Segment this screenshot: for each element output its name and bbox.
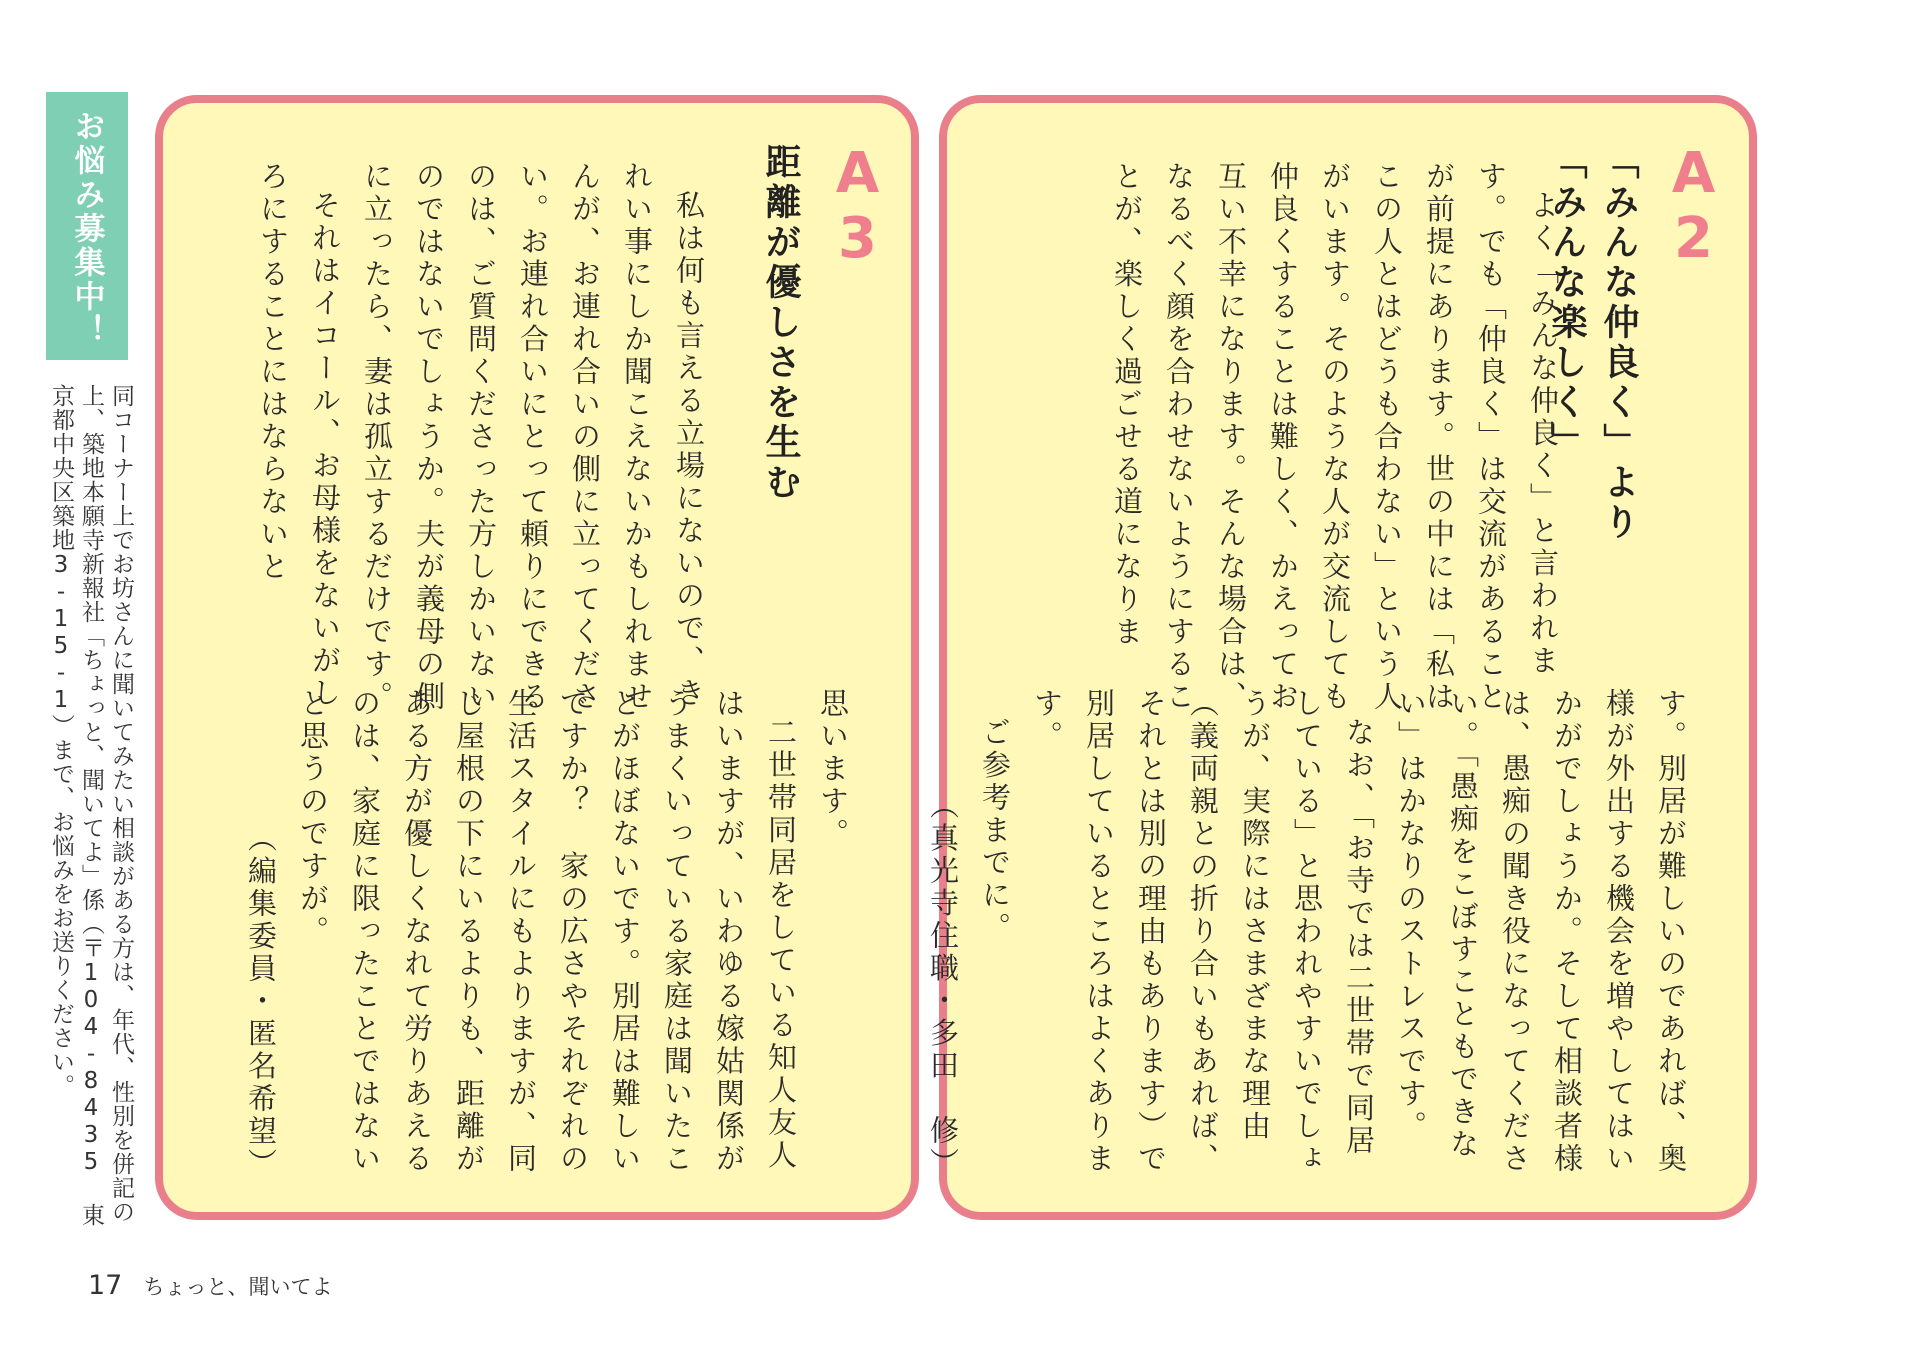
title-line: 「みんな楽しく」 [1546,143,1588,463]
signature: （編集委員・匿名希望） [244,822,278,1180]
signature: （真光寺住職・多田 修） [926,790,960,1180]
submission-info: 同コーナー上でお坊さんに聞いてみたい相談がある方は、年代、性別を併記の上、築地本願寺新報社「ちょっと、聞いてよ」係（〒104-8435 東京都中央区築地3-15-1）まで、お悩みをお送りください。 [48,384,134,1227]
paragraph: それはイコール、お母様をないがしろにすることにはならないと [256,161,342,710]
paragraph: 二世帯同居をしている知人友人はいますが、いわゆる嫁姑関係がうまくいっている家庭は聞いたことがほぼないです。別居は難しいですか？ 家の広さやそれぞれの生活スタイルにもよりますが、同じ屋根の下にいるよりも、距離がある方が優しくなれて労りあえるのは、家庭に限ったことではないと思うのですが。 [296,688,798,1176]
answer-body-upper-a3 [195,161,715,721]
answer-badge-a3: A3 [825,141,890,271]
answer-body-upper-a2 [969,161,1569,721]
paragraph: なお、「お寺では二世帯で同居している」と思われやすいでしょうが、実際にはさまざまな理由（義両親との折り合いもあれば、それとは別の理由もあります）で別居しているところはよくあります。 [1030,688,1376,1176]
section-name: ちょっと、聞いてよ [143,1275,333,1299]
paragraph-continued: す。別居が難しいのであれば、奥様が外出する機会を増やしてはいかがでしょうか。そして相談者様は、愚痴の聞き役になってください。「愚痴をこぼすこともできない」はかなりのストレスです。 [1394,688,1688,1176]
recruit-tab-label: お悩み募集中！ [68,110,105,348]
title-line: 「みんな仲良く」より [1598,143,1640,543]
paragraph: 私は何も言える立場にないので、きれい事にしか聞こえないかもしれませんが、お連れ合いの側に立ってください。お連れ合いにとって頼りにできるのは、ご質問くださった方しかいないのではないでしょうか。夫が義母の側に立ったら、妻は孤立するだけです。 [360,161,706,714]
paragraph: よく「みんな仲良く」と言われます。でも「仲良く」は交流があることが前提にあります。世の中には「私はこの人とはどうも合わない」という人がいます。そのような人が交流しても仲良くすることは難しく、かえってお互い不幸になります。そんな場合は、なるべく顔を合わせないようにすることが、楽しく過ごせる道になりま [1110,161,1560,714]
page-footer [88,1270,332,1301]
answer-card-a2 [926,95,1757,1220]
page-number: 17 [88,1270,123,1301]
recruit-tab [46,92,128,360]
answer-card-a3 [155,95,919,1220]
paragraph: ご参考までに。 [978,717,1012,945]
answer-body-lower-a2 [926,688,1697,1188]
paragraph-continued: 思います。 [816,688,850,851]
answer-badge-a2: A2 [1661,141,1726,271]
answer-body-lower-a3 [219,688,859,1188]
answer-title-a3: 距離が優しさを生む [760,143,802,503]
